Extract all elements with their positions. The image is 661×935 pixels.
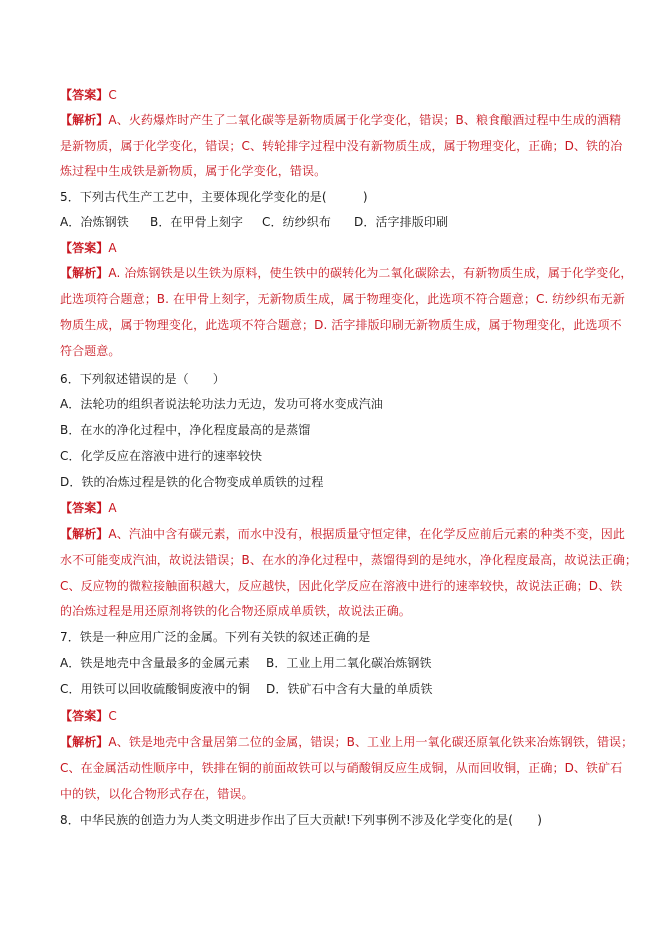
- question-7-stem: 7．铁是一种应用广泛的金属。下列有关铁的叙述正确的是: [60, 630, 371, 644]
- q7-analysis-line-2: C、在金属活动性顺序中，铁排在铜的前面故铁可以与硝酸铜反应生成铜，从而回收铜，正确；D、铁矿石: [60, 761, 623, 775]
- q6-analysis-line-1: 【解析】A、汽油中含有碳元素，而水中没有，根据质量守恒定律，在化学反应前后元素的种类不变，因此: [60, 527, 625, 541]
- q5-analysis-line-4: 符合题意。: [60, 344, 121, 358]
- q5-option-a: A．冶炼钢铁: [60, 215, 129, 229]
- q6-option-d: D．铁的冶炼过程是铁的化合物变成单质铁的过程: [60, 475, 324, 489]
- question-7-options-row-1: [60, 656, 432, 670]
- q6-analysis-line-3: C、反应物的微粒接触面积越大，反应越快，因此化学反应在溶液中进行的速率较快，故说法正确；D、铁: [60, 579, 623, 593]
- q5-analysis-line-3: 物质生成，属于物理变化，此选项不符合题意；D. 活字排版印刷无新物质生成，属于物理变化，此选项不: [60, 318, 622, 332]
- question-5-options: [60, 215, 448, 229]
- q7-option-a: A．铁是地壳中含量最多的金属元素: [60, 656, 250, 670]
- analysis-label: 【解析】: [60, 113, 109, 127]
- analysis-prev-line-2: 是新物质，属于化学变化，错误；C、转轮排字过程中没有新物质生成，属于物理变化，正确；D、铁的冶: [60, 139, 623, 153]
- analysis-prev-line-3: 炼过程中生成铁是新物质，属于化学变化，错误。: [60, 164, 327, 178]
- question-6-answer: 【答案】A: [60, 501, 117, 515]
- question-7-options-row-2: [60, 682, 433, 696]
- question-8-stem: 8．中华民族的创造力为人类文明进步作出了巨大贡献!下列事例不涉及化学变化的是( ): [60, 813, 543, 827]
- q5-option-b: B．在甲骨上刻字: [150, 215, 244, 229]
- q5-analysis-line-1: 【解析】A. 冶炼钢铁是以生铁为原料，使生铁中的碳转化为二氧化碳除去，有新物质生成，属于化学变化，: [60, 266, 633, 280]
- q7-option-d: D．铁矿石中含有大量的单质铁: [266, 682, 433, 696]
- question-7-answer: 【答案】C: [60, 709, 117, 723]
- answer-line-prev: [60, 88, 117, 102]
- analysis-prev-line-1: 【解析】A、火药爆炸时产生了二氧化碳等是新物质属于化学变化，错误；B、粮食酿酒过程中生成的酒精: [60, 113, 622, 127]
- q6-analysis-line-2: 水不可能变成汽油，故说法错误；B、在水的净化过程中，蒸馏得到的是纯水，净化程度最高，故说法正确；: [60, 553, 638, 567]
- q7-option-c: C．用铁可以回收硫酸铜废液中的铜: [60, 682, 250, 696]
- question-5-stem: 5．下列古代生产工艺中，主要体现化学变化的是( ): [60, 190, 368, 204]
- q5-option-d: D．活字排版印刷: [354, 215, 449, 229]
- q7-option-b: B．工业上用二氧化碳冶炼钢铁: [266, 656, 432, 670]
- question-6-stem: 6．下列叙述错误的是（ ）: [60, 372, 226, 386]
- q6-option-b: B．在水的净化过程中，净化程度最高的是蒸馏: [60, 423, 311, 437]
- q5-analysis-line-2: 此选项符合题意；B. 在甲骨上刻字，无新物质生成，属于物理变化，此选项不符合题意；C. 纺纱织布无新: [60, 292, 625, 306]
- q6-option-c: C．化学反应在溶液中进行的速率较快: [60, 449, 263, 463]
- question-5-answer: 【答案】A: [60, 241, 117, 255]
- answer-label: 【答案】: [60, 88, 109, 102]
- q6-analysis-line-4: 的冶炼过程是用还原剂将铁的化合物还原成单质铁，故说法正确。: [60, 604, 411, 618]
- q6-option-a: A．法轮功的组织者说法轮功法力无边，发功可将水变成汽油: [60, 397, 383, 411]
- q7-analysis-line-1: 【解析】A、铁是地壳中含量居第二位的金属，错误；B、工业上用一氧化碳还原氧化铁来冶炼钢铁，错误；: [60, 735, 634, 749]
- q7-analysis-line-3: 中的铁，以化合物形式存在，错误。: [60, 787, 254, 801]
- answer-value: C: [108, 88, 117, 102]
- q5-option-c: C．纺纱织布: [262, 215, 331, 229]
